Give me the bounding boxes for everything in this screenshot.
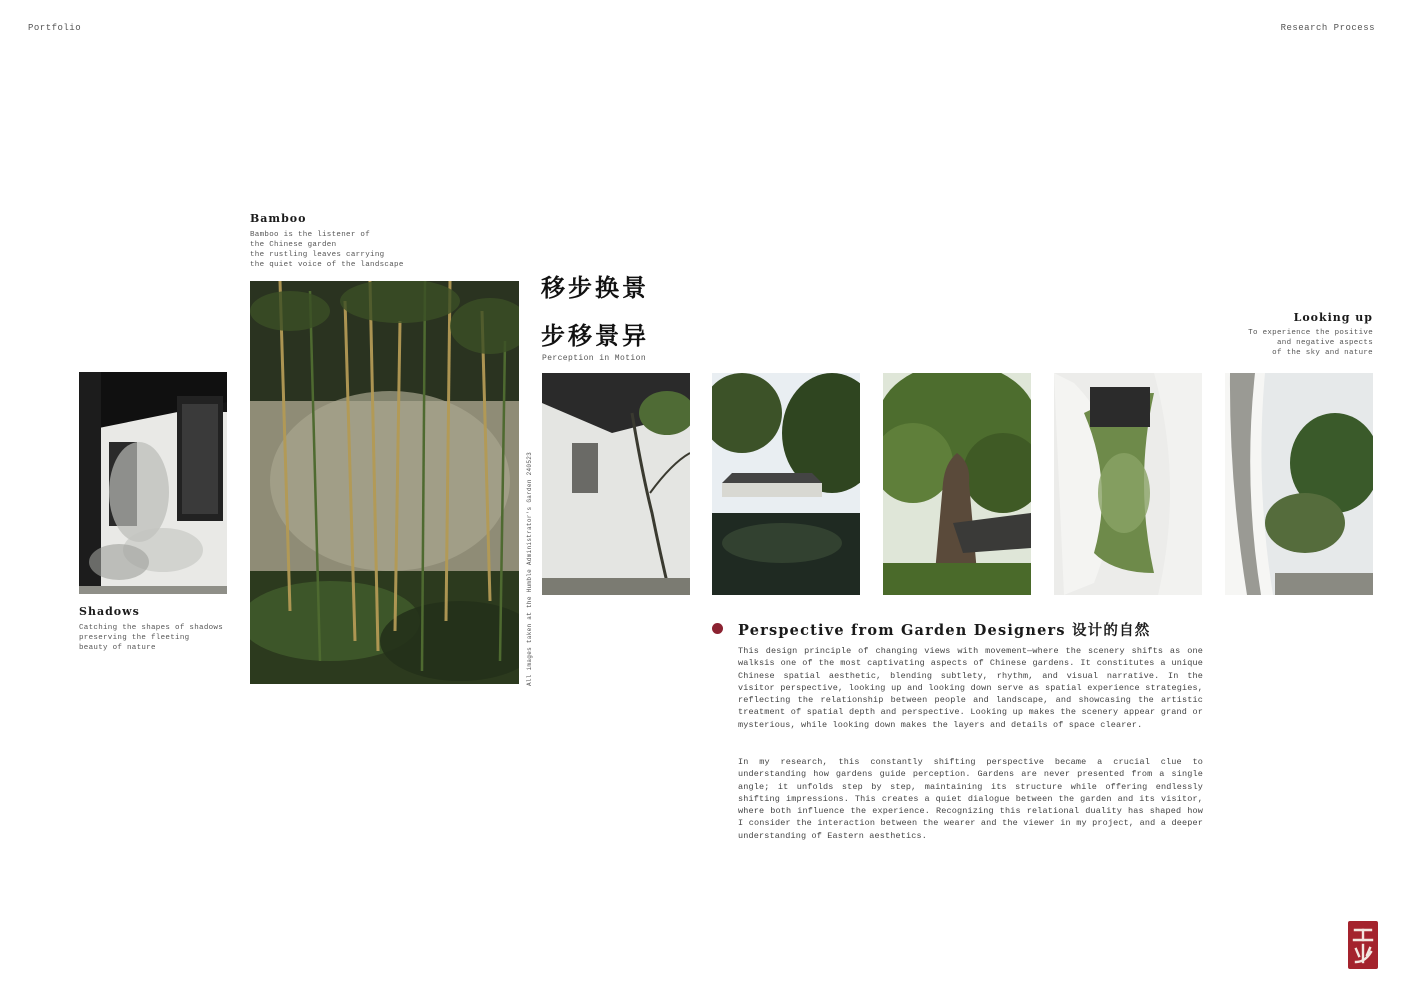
looking-up-description: To experience the positive and negative aspects of the sky and nature (1248, 329, 1373, 357)
shadows-photo (79, 372, 227, 594)
section-paragraph-2: In my research, this constantly shifting perspective became a crucial clue to understanding how gardens guide perception. Gardens are never presented from a single angle; it unfolds step by step, maintaining its structure while offering endlessly shifting impressions. This creates a quiet dialogue between the garden and its visitor, where both influence the experience. Recognizing this relational duality has shaped how I consider the interaction between the wearer and the viewer in my project, and a deeper understanding of Eastern aesthetics. (738, 757, 1203, 841)
bamboo-caption (250, 212, 450, 270)
gallery-photo-pond (712, 373, 860, 595)
gallery-photo-corridor (1225, 373, 1373, 595)
bamboo-title: Bamboo (250, 212, 307, 225)
chinese-title-line-1: 移步换景 (541, 273, 649, 302)
looking-up-caption (1193, 311, 1373, 358)
bamboo-description: Bamboo is the listener of the Chinese garden the rustling leaves carrying the quiet voice of the landscape (250, 231, 404, 269)
red-seal-stamp (1348, 921, 1378, 969)
looking-up-title: Looking up (1293, 311, 1373, 324)
bamboo-photo (250, 281, 519, 684)
shadows-description: Catching the shapes of shadows preserving the fleeting beauty of nature (79, 624, 224, 652)
chinese-title-line-2: 步移景异 (541, 321, 649, 350)
heading-subtitle: Perception in Motion (542, 354, 647, 363)
section-paragraph-1: This design principle of changing views with movement—where the scenery shifts as one walksis one of the most captivating aspects of Chinese gardens. It constitutes a unique Chinese spatial aesthetic, blending subtlety, rhythm, and visual narrative. In the visitor perspective, looking up and looking down serve as spatial experience strategies, reflecting the relationship between people and landscape, and showcasing the artistic treatment of spatial depth and perspective. Looking up makes the scenery appear grand or mysterious, while looking down makes the layers and details of space clearer. (738, 646, 1203, 730)
photo-credit-note: All images taken at the Humble Administrator's Garden 240523 (526, 451, 533, 686)
shadows-caption (79, 605, 249, 653)
gallery-photo-wall-tree (542, 373, 690, 595)
gallery-photo-old-tree (883, 373, 1031, 595)
section-title: Perspective from Garden Designers 设计的自然 (738, 622, 1151, 639)
header-portfolio-label: Portfolio (28, 23, 82, 33)
gallery-photo-window (1054, 373, 1202, 595)
header-section-label: Research Process (1280, 23, 1375, 33)
section-bullet-dot (712, 623, 723, 634)
shadows-title: Shadows (79, 605, 140, 618)
